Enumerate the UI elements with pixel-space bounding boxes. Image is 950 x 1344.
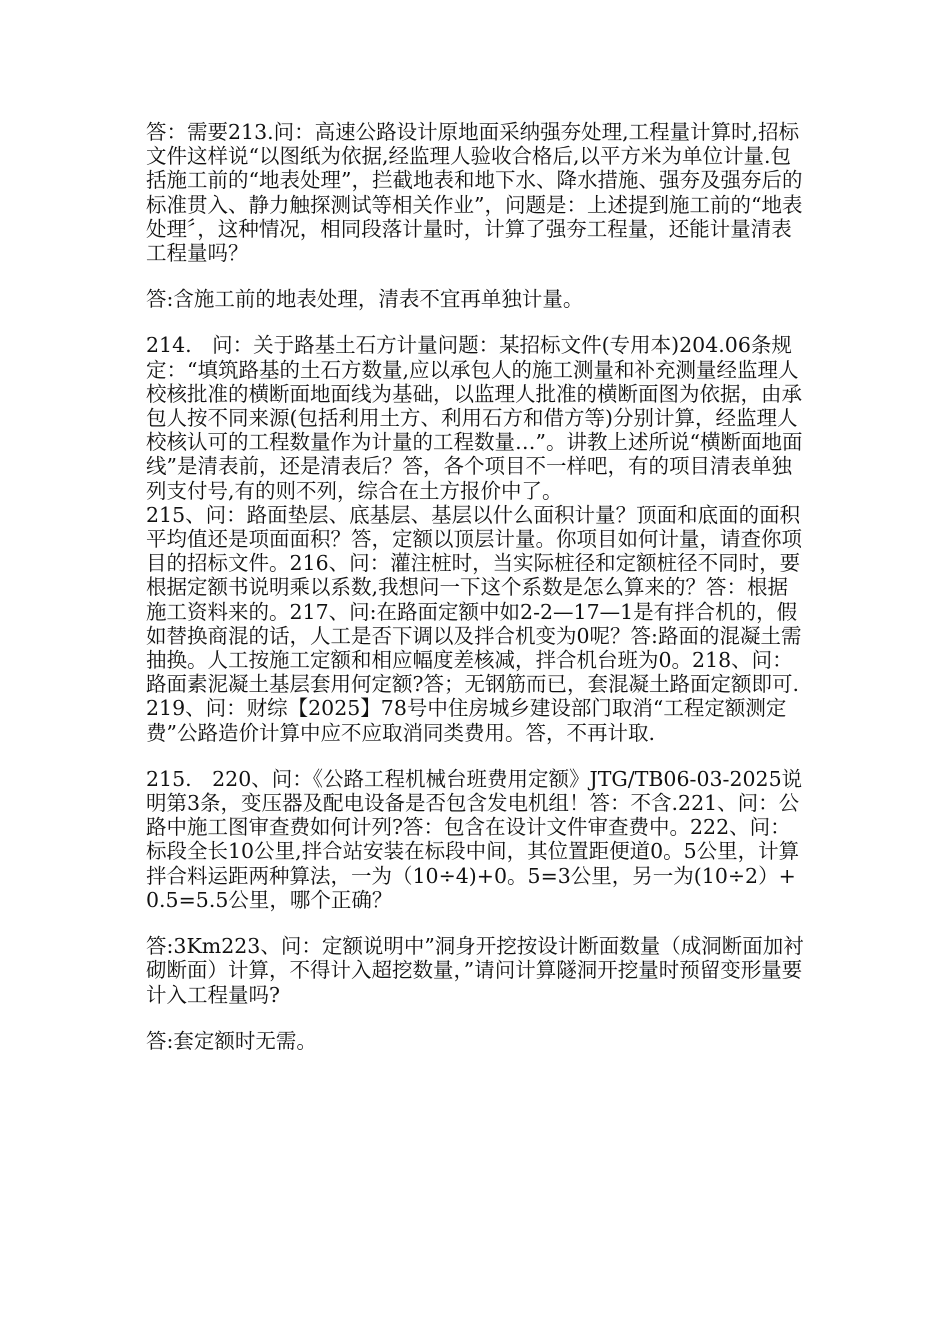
- paragraph-q213: 答：需要213.问：高速公路设计原地面采纳强夯处理,工程量计算时,招标文件这样说“以图纸为依据,经监理人验收合格后,以平方米为单位计量.包括施工前的“地表处理”，拦截地表和地下水、降水措施、强夯及强夯后的标准贯入、静力触探测试等相关作业”，问题是：上述提到施工前的“地表处理〞，这种情况，相同段落计量时，计算了强夯工程量，还能计量清表工程量吗？: [146, 120, 803, 266]
- paragraph-q223: 答:3Km223、问：定额说明中”洞身开挖按设计断面数量（成洞断面加衬砌断面）计算，不得计入超挖数量，”请问计算隧洞开挖量时预留变形量要计入工程量吗?: [146, 934, 804, 1007]
- document-body: [146, 120, 806, 1053]
- paragraph-q214: 214. 问：关于路基土石方计量问题：某招标文件(专用本)204.06条规定：“填筑路基的土石方数量,应以承包人的施工测量和补充测量经监理人校核批准的横断面地面线为基础，以监理人批准的横断面图为依据，由承包人按不同来源(包括利用土方、利用石方和借方等)分别计算，经监理人校核认可的工程数量作为计量的工程数量…”。讲教上述所说“横断面地面线”是清表前，还是清表后？答，各个项目不一样吧，有的项目清表单独列支付号,有的则不列，综合在土方报价中了。: [146, 333, 803, 503]
- paragraph-a223: 答:套定额时无需。: [146, 1028, 317, 1053]
- paragraph-a213: 答:含施工前的地表处理，清表不宜再单独计量。: [146, 287, 584, 312]
- paragraph-q215-219: 215、问：路面垫层、底基层、基层以什么面积计量？顶面和底面的面积平均值还是项面面积？答，定额以顶层计量。你项目如何计量，请查你项目的招标文件。216、问：灌注桩时，当实际桩径和定额桩径不同时，要根据定额书说明乘以系数,我想问一下这个系数是怎么算来的？答：根据施工资料来的。217、问:在路面定额中如2-2—17—1是有拌合机的，假如替换商混的话，人工是否下调以及拌合机变为0呢？答:路面的混凝土需抽换。人工按施工定额和相应幅度差核减，拌合机台班为0。218、问：路面素泥凝土基层套用何定额?答；无钢筋而已，套混凝土路面定额即可.219、问：财综【2025】78号中住房城乡建设部门取消“工程定额测定费”公路造价计算中应不应取消同类费用。答，不再计取.: [146, 502, 802, 745]
- paragraph-q220-222: 215. 220、问：《公路工程机械台班费用定额》JTG/TB06-03-2025说明第3条，变压器及配电设备是否包含发电机组！答：不含.221、问：公路中施工图审查费如何计列?答：包含在设计文件审查费中。222、问：标段全长10公里,拌合站安装在标段中间，其位置距便道0。5公里，计算拌合料运距两种算法，一为（10÷4)+0。5=3公里，另一为(10÷2）+0.5=5.5公里，哪个正确？: [146, 766, 803, 912]
